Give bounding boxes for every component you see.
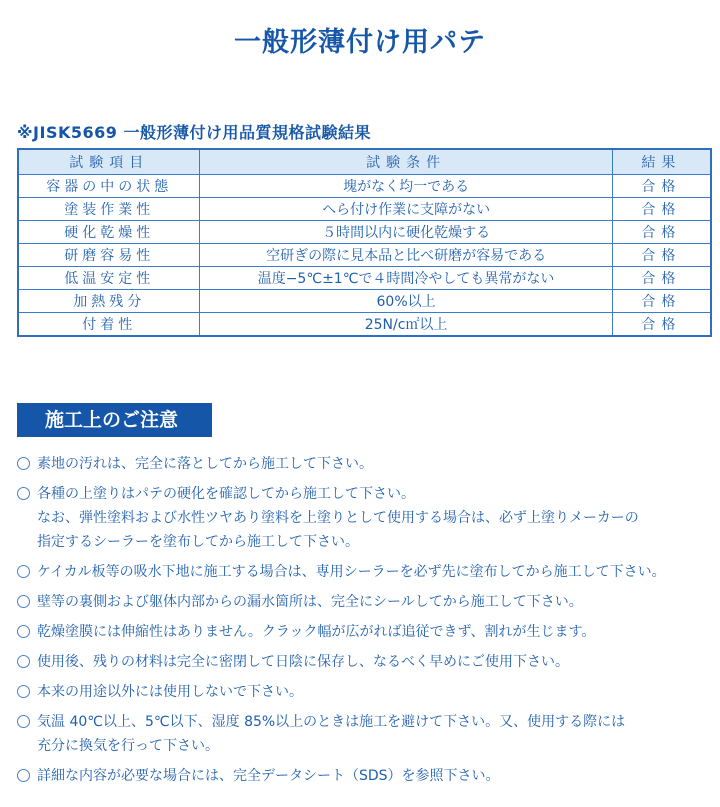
circle-icon (17, 685, 30, 698)
header-test-item: 試験項目 (18, 149, 200, 175)
circle-icon (17, 769, 30, 782)
note-line: 各種の上塗りはパテの硬化を確認してから施工して下さい。 (37, 486, 415, 502)
row-result: 合格 (612, 244, 711, 267)
circle-icon (17, 487, 30, 500)
note-line: 乾燥塗膜には伸縮性はありません。クラック幅が広がれば追従できず、割れが生じます。 (37, 624, 596, 640)
row-condition: 60%以上 (200, 290, 612, 313)
row-result: 合格 (612, 175, 711, 198)
list-item (17, 482, 717, 554)
list-item (17, 680, 717, 704)
spec-table (17, 148, 712, 337)
list-item (17, 710, 717, 758)
notice-section-title: 施工上のご注意 (17, 403, 212, 437)
note-line: 気温 40℃以上、5℃以下、湿度 85%以上のときは施工を避けて下さい。又、使用する際には (37, 714, 626, 730)
row-item: 容器の中の状態 (18, 175, 200, 198)
note-line: 指定するシーラーを塗布してから施工して下さい。 (37, 534, 359, 550)
list-item (17, 650, 717, 674)
note-line: ケイカル板等の吸水下地に施工する場合は、専用シーラーを必ず先に塗布してから施工して下さい。 (37, 564, 666, 580)
circle-icon (17, 457, 30, 470)
list-item (17, 620, 717, 644)
row-condition: ５時間以内に硬化乾燥する (200, 221, 612, 244)
page-title: 一般形薄付け用パテ (234, 27, 486, 58)
table-header-row (18, 149, 711, 175)
row-condition: へら付け作業に支障がない (200, 198, 612, 221)
spec-section-title: ※JISK5669 一般形薄付け用品質規格試験結果 (17, 123, 371, 142)
row-item: 研磨容易性 (18, 244, 200, 267)
row-result: 合格 (612, 290, 711, 313)
note-line: 使用後、残りの材料は完全に密閉して日陰に保存し、なるべく早めにご使用下さい。 (37, 654, 569, 670)
table-row (18, 290, 711, 313)
note-line: 素地の汚れは、完全に落としてから施工して下さい。 (37, 456, 373, 472)
row-condition: 塊がなく均一である (200, 175, 612, 198)
table-row (18, 198, 711, 221)
list-item (17, 590, 717, 614)
row-item: 加熱残分 (18, 290, 200, 313)
row-item: 低温安定性 (18, 267, 200, 290)
list-item (17, 764, 717, 788)
table-row (18, 267, 711, 290)
note-line: 充分に換気を行って下さい。 (37, 738, 219, 754)
note-line: 詳細な内容が必要な場合には、完全データシート（SDS）を参照下さい。 (37, 768, 500, 784)
row-condition: 空研ぎの際に見本品と比べ研磨が容易である (200, 244, 612, 267)
header-test-condition: 試験条件 (200, 149, 612, 175)
row-condition: 25N/c㎡以上 (200, 313, 612, 337)
circle-icon (17, 595, 30, 608)
note-line: 本来の用途以外には使用しないで下さい。 (37, 684, 303, 700)
row-item: 塗装作業性 (18, 198, 200, 221)
table-row (18, 175, 711, 198)
table-row (18, 221, 711, 244)
circle-icon (17, 565, 30, 578)
row-result: 合格 (612, 221, 711, 244)
note-line: なお、弾性塗料および水性ツヤあり塗料を上塗りとして使用する場合は、必ず上塗りメーカーの (37, 510, 639, 526)
row-item: 硬化乾燥性 (18, 221, 200, 244)
table-row (18, 244, 711, 267)
note-line: 壁等の裏側および躯体内部からの漏水箇所は、完全にシールしてから施工して下さい。 (37, 594, 583, 610)
list-item (17, 452, 717, 476)
table-row (18, 313, 711, 337)
circle-icon (17, 625, 30, 638)
row-condition: 温度−5℃±1℃で４時間冷やしても異常がない (200, 267, 612, 290)
row-result: 合格 (612, 267, 711, 290)
circle-icon (17, 655, 30, 668)
row-result: 合格 (612, 313, 711, 337)
list-item (17, 560, 717, 584)
row-result: 合格 (612, 198, 711, 221)
circle-icon (17, 715, 30, 728)
row-item: 付着性 (18, 313, 200, 337)
header-result: 結果 (612, 149, 711, 175)
notice-list (17, 452, 717, 794)
